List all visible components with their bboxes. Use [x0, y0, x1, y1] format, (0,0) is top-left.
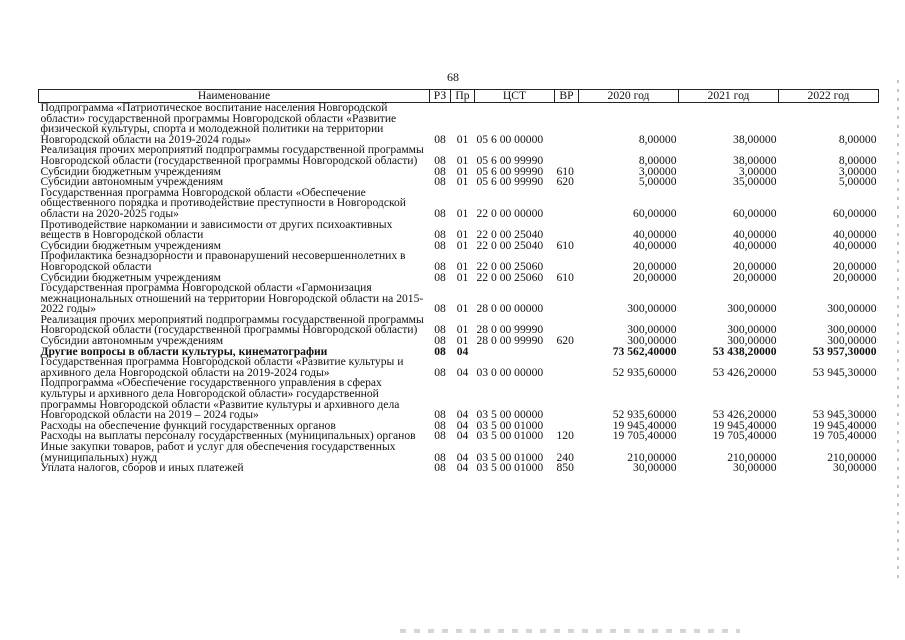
- cell-rz: 08: [434, 259, 446, 273]
- cell-cst: 22 0 00 00000: [476, 206, 544, 220]
- cell-y2022: 53 945,30000: [812, 365, 877, 379]
- cell-y2022: 19 945,40000: [812, 418, 877, 432]
- header-pr: Пр: [451, 90, 475, 103]
- cell-cst: 22 0 00 25040: [476, 238, 544, 252]
- cell-vr: [555, 188, 579, 220]
- cell-y2020: 8,00000: [638, 132, 677, 146]
- cell-cst: 22 0 00 25040: [476, 228, 544, 242]
- cell-y2021: 300,00000: [727, 323, 777, 337]
- cell-y2020: 8,00000: [638, 153, 677, 167]
- cell-name: Уплата налогов, сборов и иных платежей: [40, 461, 244, 475]
- cell-cst: 05 6 00 99990: [476, 175, 544, 189]
- cell-y2021: 38,00000: [733, 132, 777, 146]
- cell-y2021: 38,00000: [733, 153, 777, 167]
- cell-y2021: 19 945,40000: [712, 418, 777, 432]
- cell-vr: [555, 347, 579, 358]
- cell-y2020: 40,00000: [633, 228, 677, 242]
- cell-cst: 22 0 00 25060: [476, 259, 544, 273]
- cell-pr: 01: [456, 164, 469, 178]
- cell-y2020: 210,00000: [627, 450, 677, 464]
- cell-cst: 03 0 00 00000: [476, 365, 544, 379]
- table-row: [39, 463, 879, 474]
- cell-vr: [555, 315, 579, 336]
- cell-cst: 03 5 00 01000: [476, 429, 544, 443]
- cell-y2021: 20,00000: [733, 270, 777, 284]
- cell-y2022: 300,00000: [827, 323, 877, 337]
- cell-y2020: 300,00000: [627, 302, 677, 316]
- cell-pr: 01: [456, 228, 469, 242]
- cell-y2022: 210,00000: [827, 450, 877, 464]
- cell-vr: 240: [556, 450, 574, 464]
- cell-rz: 08: [434, 461, 446, 475]
- cell-rz: 08: [434, 153, 446, 167]
- cell-y2021: 40,00000: [733, 228, 777, 242]
- cell-name: Субсидии бюджетным учреждениям: [40, 238, 221, 252]
- cell-pr: 01: [456, 270, 469, 284]
- cell-cst: 03 5 00 00000: [476, 408, 544, 422]
- cell-pr: 04: [456, 344, 469, 358]
- header-2021: 2021 год: [679, 90, 779, 103]
- cell-name: Подпрограмма «Обеспечение государственного управления в сферах культуры и архивного дела Новгородской области» государственной программы Новгородской области «Развитие культуры и архивного дела Новгородской области на 2019 – 2024 годы»: [40, 376, 400, 422]
- cell-vr: [555, 378, 579, 420]
- cell-vr: [555, 220, 579, 241]
- cell-y2021: 53 426,20000: [712, 365, 777, 379]
- cell-y2021: 300,00000: [727, 302, 777, 316]
- cell-name: Профилактика безнадзорности и правонарушений несовершеннолетних в Новгородской области: [40, 249, 406, 273]
- cell-cst: 22 0 00 25060: [476, 270, 544, 284]
- cell-y2020: 5,00000: [638, 175, 677, 189]
- cell-rz: 08: [434, 334, 446, 348]
- table-row: [39, 103, 879, 146]
- cell-name: Субсидии бюджетным учреждениям: [40, 270, 221, 284]
- cell-cst: 28 0 00 99990: [476, 334, 544, 348]
- cell-vr: 620: [556, 175, 574, 189]
- cell-y2020: 52 935,60000: [612, 365, 677, 379]
- cell-pr: 01: [456, 153, 469, 167]
- cell-pr: 01: [456, 206, 469, 220]
- cell-y2020: 40,00000: [633, 238, 677, 252]
- cell-rz: 08: [434, 323, 446, 337]
- cell-rz: 08: [434, 228, 446, 242]
- cell-y2021: 53 426,20000: [712, 408, 777, 422]
- cell-vr: [555, 357, 579, 378]
- cell-rz: 08: [434, 450, 446, 464]
- cell-cst: 05 6 00 00000: [476, 132, 544, 146]
- cell-pr: 04: [456, 429, 469, 443]
- header-rz: РЗ: [430, 90, 451, 103]
- cell-pr: 01: [456, 334, 469, 348]
- cell-cst: 03 5 00 01000: [476, 418, 544, 432]
- cell-y2022: 8,00000: [838, 132, 877, 146]
- cell-rz: 08: [434, 302, 446, 316]
- cell-rz: 08: [434, 344, 446, 358]
- cell-y2020: 52 935,60000: [612, 408, 677, 422]
- cell-pr: 01: [456, 175, 469, 189]
- cell-vr: 610: [556, 238, 574, 252]
- cell-name: Подпрограмма «Патриотическое воспитание населения Новгородской области» государственной программы Новгородской области «Развитие физической культуры, спорта и молодежной политики на территории Новгородской области на 2019-2024 годы»: [40, 101, 397, 146]
- cell-y2020: 20,00000: [633, 270, 677, 284]
- cell-y2021: 30,00000: [733, 461, 777, 475]
- cell-y2022: 20,00000: [833, 259, 877, 273]
- header-name: Наименование: [39, 90, 430, 103]
- cell-y2021: 300,00000: [727, 334, 777, 348]
- cell-name: Расходы на выплаты персоналу государственных (муниципальных) органов: [40, 429, 416, 443]
- table-row: [39, 145, 879, 166]
- cell-y2022: 40,00000: [833, 238, 877, 252]
- cell-y2020: 3,00000: [638, 164, 677, 178]
- page-number: 68: [447, 70, 459, 84]
- cell-y2022: 40,00000: [833, 228, 877, 242]
- table-row: [39, 220, 879, 241]
- cell-cst: 03 5 00 01000: [476, 461, 544, 475]
- cell-vr: 610: [556, 270, 574, 284]
- cell-name: Субсидии автономным учреждениям: [40, 334, 224, 348]
- cell-pr: 01: [456, 259, 469, 273]
- cell-name: Расходы на обеспечение функций государственных органов: [40, 418, 336, 432]
- header-vr: ВР: [555, 90, 579, 103]
- cell-vr: 620: [556, 334, 574, 348]
- cell-y2021: 3,00000: [738, 164, 777, 178]
- cell-pr: 04: [456, 450, 469, 464]
- cell-vr: [555, 145, 579, 166]
- cell-pr: 04: [456, 461, 469, 475]
- cell-y2021: 20,00000: [733, 259, 777, 273]
- cell-name: Другие вопросы в области культуры, кинематографии: [40, 344, 328, 358]
- budget-table: [38, 89, 879, 474]
- cell-cst: 03 5 00 01000: [476, 450, 544, 464]
- cell-y2022: 300,00000: [827, 334, 877, 348]
- cell-name: Иные закупки товаров, работ и услуг для обеспечения государственных (муниципальных) нужд: [40, 440, 396, 464]
- cell-pr: 04: [456, 418, 469, 432]
- header-2020: 2020 год: [579, 90, 679, 103]
- cell-y2022: 60,00000: [833, 206, 877, 220]
- table-row: [39, 283, 879, 315]
- cell-y2021: 40,00000: [733, 238, 777, 252]
- cell-y2021: 35,00000: [733, 175, 777, 189]
- cell-cst: 05 6 00 99990: [476, 164, 544, 178]
- cell-y2020: 300,00000: [627, 323, 677, 337]
- cell-name: Реализация прочих мероприятий подпрограммы государственной программы Новгородской области (государственной программы Новгородской области): [40, 143, 424, 167]
- cell-pr: 04: [456, 365, 469, 379]
- cell-vr: [555, 283, 579, 315]
- cell-vr: [555, 251, 579, 272]
- cell-rz: 08: [434, 132, 446, 146]
- cell-pr: 01: [456, 238, 469, 252]
- cell-y2022: 3,00000: [838, 164, 877, 178]
- cell-name: Государственная программа Новгородской области «Гармонизация межнациональных отношений на территории Новгородской области на 2015-2022 годы»: [40, 281, 424, 316]
- header-2022: 2022 год: [779, 90, 879, 103]
- cell-rz: 08: [434, 365, 446, 379]
- cell-y2020: 300,00000: [627, 334, 677, 348]
- cell-pr: 04: [456, 408, 469, 422]
- cell-y2022: 20,00000: [833, 270, 877, 284]
- scan-edge-mark: [897, 80, 899, 580]
- table-body: [39, 103, 879, 474]
- cell-pr: 01: [456, 132, 469, 146]
- cell-rz: 08: [434, 408, 446, 422]
- cell-y2020: 73 562,40000: [612, 344, 677, 358]
- cell-cst: [475, 347, 555, 358]
- cell-rz: 08: [434, 238, 446, 252]
- cell-vr: 850: [556, 461, 574, 475]
- cell-y2022: 53 957,30000: [812, 344, 877, 358]
- cell-y2022: 53 945,30000: [812, 408, 877, 422]
- cell-rz: 08: [434, 206, 446, 220]
- cell-rz: 08: [434, 429, 446, 443]
- table-row: [39, 251, 879, 272]
- cell-pr: 01: [456, 302, 469, 316]
- table-row: [39, 315, 879, 336]
- cell-name: Противодействие наркомании и зависимости от других психоактивных веществ в Новгородской области: [40, 217, 393, 242]
- cell-name: Государственная программа Новгородской области «Обеспечение общественного порядка и противодействие преступности в Новгородской области на 2020-2025 годы»: [40, 185, 407, 220]
- cell-vr: [555, 103, 579, 146]
- table-row: [39, 188, 879, 220]
- cell-y2022: 5,00000: [838, 175, 877, 189]
- cell-name: Государственная программа Новгородской области «Развитие культуры и архивного дела Новгородской области на 2019-2024 годы»: [40, 355, 404, 379]
- cell-vr: 120: [556, 429, 574, 443]
- cell-y2021: 60,00000: [733, 206, 777, 220]
- cell-y2021: 53 438,20000: [712, 344, 777, 358]
- table-row: [39, 378, 879, 420]
- cell-rz: 08: [434, 175, 446, 189]
- cell-rz: 08: [434, 418, 446, 432]
- cell-y2020: 19 945,40000: [612, 418, 677, 432]
- cell-y2021: 210,00000: [727, 450, 777, 464]
- cell-cst: 28 0 00 00000: [476, 302, 544, 316]
- cell-y2020: 30,00000: [633, 461, 677, 475]
- cell-cst: 28 0 00 99990: [476, 323, 544, 337]
- cell-name: Реализация прочих мероприятий подпрограммы государственной программы Новгородской области (государственной программы Новгородской области): [40, 312, 424, 337]
- scan-noise: [400, 629, 740, 633]
- cell-rz: 08: [434, 164, 446, 178]
- cell-pr: 01: [456, 323, 469, 337]
- cell-cst: 05 6 00 99990: [476, 153, 544, 167]
- cell-rz: 08: [434, 270, 446, 284]
- cell-y2022: 8,00000: [838, 153, 877, 167]
- cell-y2021: 19 705,40000: [712, 429, 777, 443]
- cell-vr: 610: [556, 164, 574, 178]
- cell-y2020: 60,00000: [633, 206, 677, 220]
- table-row: [39, 357, 879, 378]
- header-cst: ЦСТ: [475, 90, 555, 103]
- cell-y2022: 19 705,40000: [812, 429, 877, 443]
- cell-y2020: 20,00000: [633, 259, 677, 273]
- cell-y2020: 19 705,40000: [612, 429, 677, 443]
- cell-y2022: 300,00000: [827, 302, 877, 316]
- table-row: [39, 442, 879, 463]
- cell-name: Субсидии автономным учреждениям: [40, 175, 224, 189]
- cell-y2022: 30,00000: [833, 461, 877, 475]
- cell-name: Субсидии бюджетным учреждениям: [40, 164, 221, 178]
